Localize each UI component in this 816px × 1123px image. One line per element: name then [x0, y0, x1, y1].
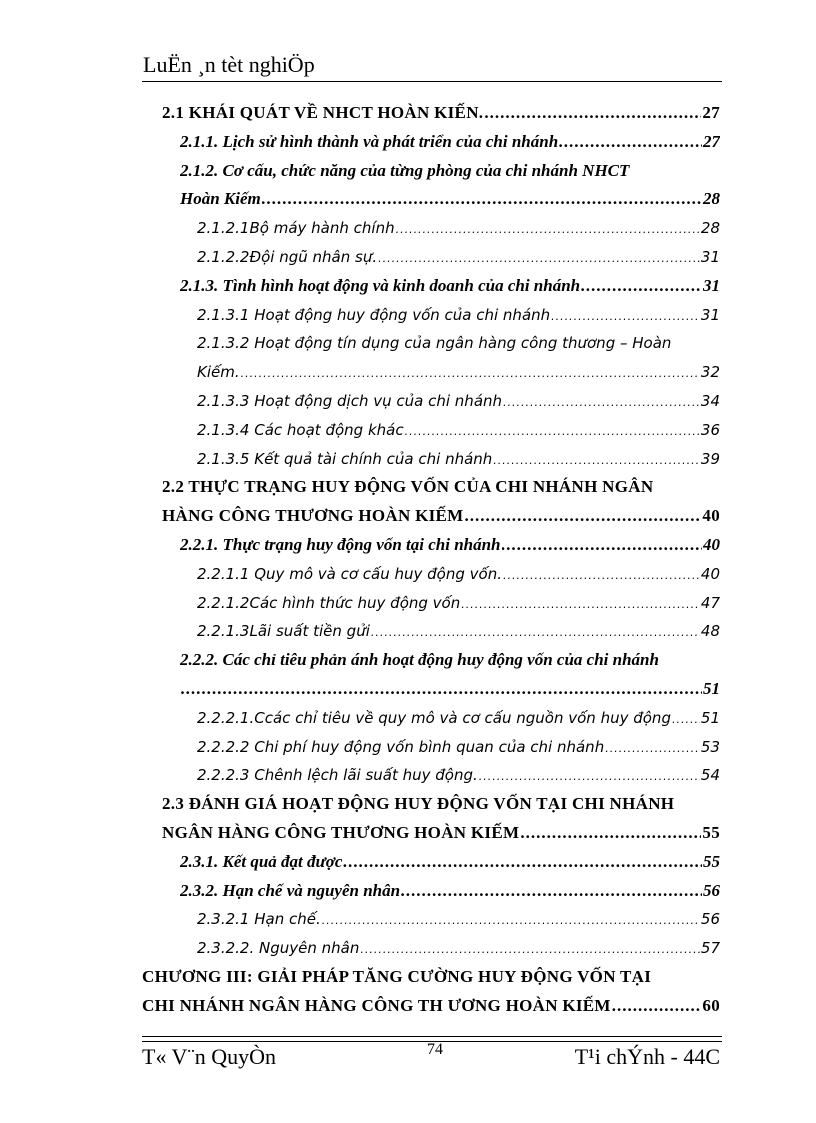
toc-entry-title: Hoàn Kiếm [180, 189, 261, 208]
toc-entry-title: 2.1.3.3 Hoạt động dịch vụ của chi nhánh [197, 392, 503, 410]
toc-entry-page: 27 [703, 132, 720, 151]
toc-entry-page: 40 [703, 535, 720, 554]
toc-dot-leader [479, 761, 700, 789]
toc-entry-page: 54 [700, 766, 720, 784]
toc-entry-page: 28 [700, 219, 720, 237]
toc-entry-title: 2.3.2.1 Hạn chế. [197, 910, 321, 928]
toc-entry [197, 329, 720, 357]
toc-entry-page: 31 [703, 276, 720, 295]
toc-dot-leader [378, 243, 700, 271]
toc-entry-title: 2.1.3.1 Hoạt động huy động vốn của chi nhánh [197, 306, 551, 324]
toc-entry-page: 39 [700, 450, 720, 468]
toc-entry-title: 2.1.2.2Đội ngũ nhân sự. [197, 248, 378, 266]
toc-entry-page: 55 [702, 823, 720, 842]
toc-entry [180, 531, 720, 559]
toc-dot-leader [262, 185, 702, 213]
toc-entry [180, 128, 720, 156]
toc-entry [162, 819, 720, 847]
toc-entry-title: 2.2.1.1 Quy mô và cơ cấu huy động vốn. [197, 565, 502, 583]
footer-rule-top [142, 1036, 722, 1037]
toc-dot-leader [405, 416, 700, 444]
toc-entry-title: 2.2 THỰC TRẠNG HUY ĐỘNG VỐN CỦA CHI NHÁNH NGÂN [162, 477, 654, 496]
toc-entry-page: 31 [700, 248, 720, 266]
toc-entry-page: 27 [702, 103, 720, 122]
toc-entry-page: 34 [700, 392, 720, 410]
toc-entry-page: 53 [700, 738, 720, 756]
toc-entry [197, 704, 720, 732]
toc-entry-title: NGÂN HÀNG CÔNG THƯƠNG HOÀN KIẾM [162, 823, 520, 842]
toc-dot-leader [503, 560, 700, 588]
toc-entry [162, 790, 720, 818]
toc-entry-title: 2.1.1. Lịch sử hình thành và phát triển của chi nhánh [180, 132, 559, 151]
toc-entry-title: 2.3.1. Kết quả đạt được [180, 852, 343, 871]
header-rule [142, 81, 722, 82]
toc-entry-page: 28 [703, 189, 720, 208]
footer-department: T¹i chÝnh - 44C [574, 1044, 720, 1069]
toc-entry [197, 560, 720, 588]
toc-entry [180, 185, 720, 213]
toc-entry-title: 2.2.1. Thực trạng huy động vốn tại chi nhánh [180, 535, 501, 554]
toc-entry [197, 358, 720, 386]
toc-dot-leader [605, 733, 700, 761]
toc-entry-page: 60 [702, 996, 720, 1015]
toc-entry-page: 40 [700, 565, 720, 583]
toc-entry-title: 2.3.2. Hạn chế và nguyên nhân [180, 881, 401, 900]
toc-entry [197, 416, 720, 444]
toc-entry-title: 2.1.3.2 Hoạt động tín dụng của ngân hàng công thương – Hoàn [197, 334, 672, 352]
toc-dot-leader [493, 445, 700, 473]
toc-entry-title: HÀNG CÔNG THƯƠNG HOÀN KIẾM [162, 506, 464, 525]
page-header-title: LuËn ¸n tèt nghiÖp [143, 52, 315, 77]
toc-entry [197, 905, 720, 933]
toc-entry [162, 502, 720, 530]
toc-dot-leader [241, 358, 700, 386]
toc-dot-leader [551, 301, 700, 329]
toc-dot-leader [581, 272, 702, 300]
toc-entry [180, 157, 720, 185]
toc-dot-leader [371, 617, 700, 645]
toc-entry [197, 387, 720, 415]
toc-dot-leader [322, 905, 700, 933]
toc-entry [197, 243, 720, 271]
toc-entry [197, 733, 720, 761]
toc-entry-title: 2.2.2.2 Chi phí huy động vốn bình quan của chi nhánh [197, 738, 605, 756]
toc-entry-page: 57 [700, 939, 720, 957]
toc-entry-page: 40 [702, 506, 720, 525]
toc-entry [180, 675, 720, 703]
toc-dot-leader [484, 99, 701, 127]
toc-dot-leader [502, 531, 702, 559]
toc-entry [197, 617, 720, 645]
toc-entry-title: Kiếm. [197, 363, 240, 381]
toc-dot-leader [461, 589, 700, 617]
toc-entry [197, 589, 720, 617]
toc-dot-leader [401, 877, 702, 905]
toc-entry-page: 51 [703, 679, 720, 698]
toc-entry [197, 445, 720, 473]
toc-dot-leader [396, 214, 700, 242]
toc-entry [142, 963, 720, 991]
toc-entry-title: 2.1 KHÁI QUÁT VỀ NHCT HOÀN KIẾN. [162, 103, 484, 122]
toc-entry-title: CHI NHÁNH NGÂN HÀNG CÔNG TH ƯƠNG HOÀN KIẾM [142, 996, 611, 1015]
toc-entry-page: 32 [700, 363, 720, 381]
toc-entry [180, 848, 720, 876]
toc-entry-title: 2.1.2.1Bộ máy hành chính [197, 219, 395, 237]
toc-entry-page: 56 [700, 910, 720, 928]
toc-entry-title: 2.2.1.3Lãi suất tiền gửi [197, 622, 370, 640]
toc-entry-title: 2.1.2. Cơ cấu, chức năng của từng phòng của chi nhánh NHCT [180, 161, 630, 180]
toc-dot-leader [503, 387, 700, 415]
toc-entry [197, 761, 720, 789]
toc-dot-leader [559, 128, 702, 156]
toc-entry-page: 51 [700, 709, 720, 727]
toc-entry [142, 992, 720, 1020]
toc-entry-page: 31 [700, 306, 720, 324]
toc-entry [162, 473, 720, 501]
toc-entry-page: 36 [700, 421, 720, 439]
toc-entry [197, 214, 720, 242]
toc-entry [197, 934, 720, 962]
toc-entry-page: 48 [700, 622, 720, 640]
toc-entry [180, 646, 720, 674]
toc-entry [180, 272, 720, 300]
toc-dot-leader [465, 502, 702, 530]
toc-entry-title: 2.3 ĐÁNH GIÁ HOẠT ĐỘNG HUY ĐỘNG VỐN TẠI CHI NHÁNH [162, 794, 675, 813]
toc-dot-leader [360, 934, 700, 962]
toc-entry [197, 301, 720, 329]
toc-entry-page: 55 [703, 852, 720, 871]
toc-entry [180, 877, 720, 905]
toc-dot-leader [181, 675, 702, 703]
toc-entry-title: 2.2.1.2Các hình thức huy động vốn [197, 594, 461, 612]
toc-entry-title: 2.1.3.5 Kết quả tài chính của chi nhánh [197, 450, 493, 468]
toc-entry-page: 47 [700, 594, 720, 612]
footer-author: T« V¨n QuyÒn [142, 1044, 277, 1069]
toc-dot-leader [612, 992, 702, 1020]
toc-entry-title: 2.1.3.4 Các hoạt động khác [197, 421, 404, 439]
footer-page-number: 74 [427, 1041, 443, 1058]
toc-entry-title: 2.1.3. Tình hình hoạt động và kinh doanh của chi nhánh [180, 276, 581, 295]
toc-entry-page: 56 [703, 881, 720, 900]
toc-entry-title: CHƯƠNG III: GIẢI PHÁP TĂNG CƯỜNG HUY ĐỘNG VỐN TẠI [142, 967, 652, 986]
toc-entry-title: 2.3.2.2. Nguyên nhân [197, 939, 360, 957]
toc-entry-title: 2.2.2.3 Chênh lệch lãi suất huy động. [197, 766, 478, 784]
toc-dot-leader [343, 848, 702, 876]
toc-entry [162, 99, 720, 127]
toc-dot-leader [672, 704, 700, 732]
toc-entry-title: 2.2.2.1.Ccác chỉ tiêu về quy mô và cơ cấu nguồn vốn huy động [197, 709, 671, 727]
toc-dot-leader [520, 819, 701, 847]
toc-entry-title: 2.2.2. Các chỉ tiêu phản ánh hoạt động huy động vốn của chi nhánh [180, 650, 659, 669]
